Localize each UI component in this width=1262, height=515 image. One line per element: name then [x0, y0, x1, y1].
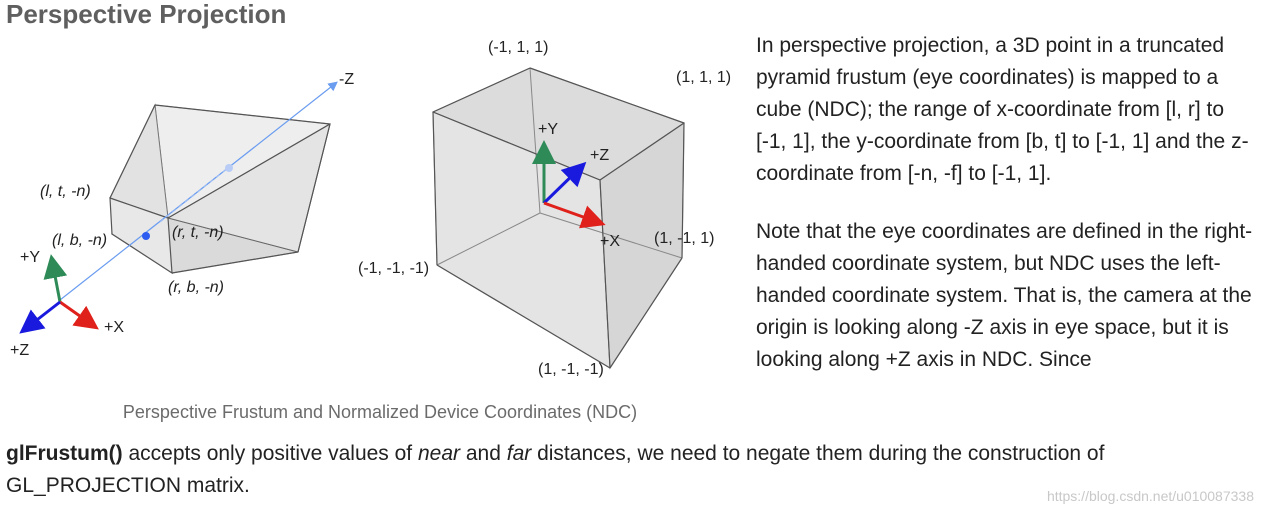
frustum-x-axis [60, 302, 94, 326]
frustum-pos-y-label: +Y [20, 249, 41, 266]
projection-diagram [0, 30, 745, 402]
ndc-cube [433, 68, 684, 368]
frustum-rtn-label: (r, t, -n) [172, 224, 224, 241]
frustum-pos-x-label: +X [104, 319, 125, 336]
frustum-ltn-label: (l, t, -n) [40, 183, 91, 200]
cube-1-1-1-label: (1, 1, 1) [676, 69, 732, 86]
cube-pos-x-label: +X [600, 233, 621, 250]
paragraph-1: In perspective projection, a 3D point in a truncated pyramid frustum (eye coordinates) is mapped to a cube (NDC); the range of x-coordinate from [l, r] to [-1, 1], the y-coordinate from [b, t] to [-1, 1] and the z-coordinate from [-n, -f] to [-1, 1]. [756, 34, 1249, 185]
paragraph-2-end: distances, we need to negate them during the construction of GL_PROJECTION matrix. [6, 442, 1105, 497]
far-term: far [506, 442, 532, 465]
cube-m1-1-1-label: (-1, 1, 1) [488, 39, 549, 56]
page-title: Perspective Projection [6, 0, 287, 29]
frustum-z-axis [24, 302, 60, 330]
paragraph-2-mid: accepts only positive values of [122, 442, 418, 465]
frustum-pos-z-label: +Z [10, 342, 30, 359]
cube-1-m1-1-label: (1, -1, 1) [654, 230, 715, 247]
cube-pos-y-label: +Y [538, 121, 559, 138]
paragraph-2-start: Note that the eye coordinates are defined in the right-handed coordinate system, but NDC uses the left-handed coordinate system. That is, the camera at the origin is looking along -Z axis in eye space, but it is looking along +Z axis in NDC. Since [756, 220, 1253, 371]
glfrustum-code: glFrustum() [6, 442, 123, 465]
frustum-neg-z-label: -Z [339, 71, 355, 88]
near-center-dot [142, 232, 150, 240]
frustum-lbn-label: (l, b, -n) [52, 232, 108, 249]
projection-figure [0, 30, 745, 402]
figure-caption: Perspective Frustum and Normalized Device Coordinates (NDC) [122, 402, 638, 422]
cube-m1-m1-m1-label: (-1, -1, -1) [358, 260, 430, 277]
side-text [756, 30, 1256, 402]
cube-pos-z-label: +Z [590, 147, 610, 164]
frustum-rbn-label: (r, b, -n) [168, 279, 225, 296]
and-text: and [460, 442, 507, 465]
near-term: near [417, 442, 461, 465]
watermark: https://blog.csdn.net/u010087338 [1046, 488, 1254, 504]
frustum-shape [110, 105, 330, 273]
cube-1-m1-m1-label: (1, -1, -1) [538, 361, 604, 378]
frustum-y-axis [52, 260, 60, 302]
far-center-dot [225, 164, 233, 172]
